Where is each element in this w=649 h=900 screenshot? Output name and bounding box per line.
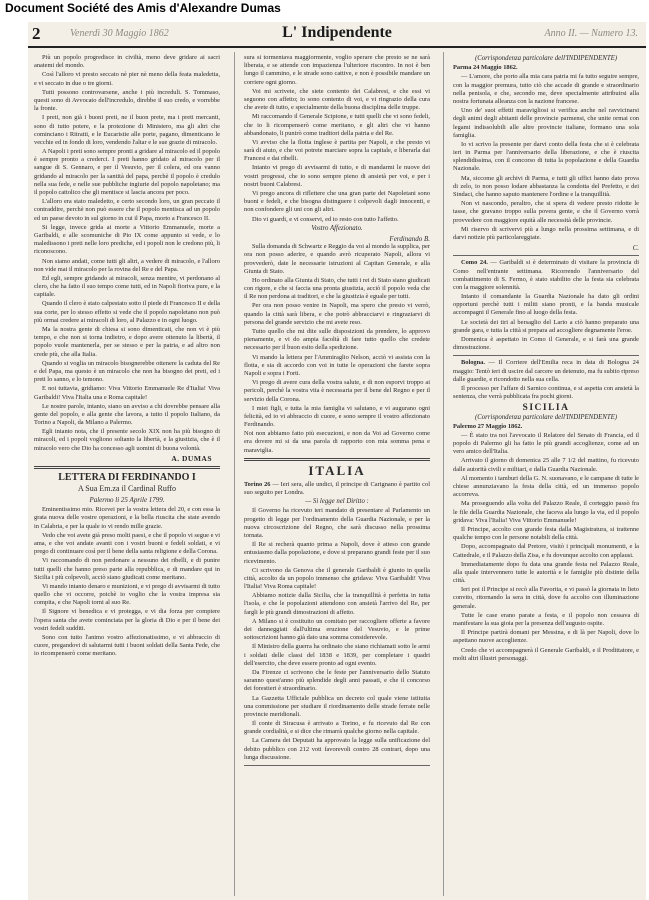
- divider: [244, 765, 430, 766]
- paragraph: Da Firenze ci scrivono che le feste per l'anniversario dello Statuto saranno quest'anno più splendide degli anni passati, e che il concorso dei forestieri è straordinario.: [244, 668, 430, 693]
- paragraph: Ieri poi il Principe si recò alla Favorita, e vi passò la giornata in lieto convito, ritornando la sera in città, dove fu accolto con illuminazione generale.: [453, 586, 639, 610]
- paragraph: Vi avviso che la flotta inglese è partita per Napoli, e che presto vi sarà di aiuto, e che voi potrete marciare sopra la capitale, e liberarla dai Francesi e dai ribelli.: [244, 138, 430, 163]
- paragraph: Per ora non posso venire in Napoli, ma spero che presto vi verrò, quando la città sarà libera, e che potrò abbracciarvi e ringraziarvi di persona del grande servizio che mi avete reso.: [244, 302, 430, 326]
- masthead: [28, 22, 646, 48]
- paragraph: Le nostre parole, intanto, siano un avviso a chi dovrebbe pensare alla gente del popolo, e alla gente che lavora, a tutto il popolo Italiano, da Torino a Napoli, da Milano a Palermo.: [34, 402, 220, 427]
- paragraph: Tutti possono controvarsene, anche i più increduli. S. Tommaso, questi sono di Avvocato dell'incredulo, direbbe il suo credo, e vorrebbe la fronte.: [34, 88, 220, 113]
- paragraph: Uno de' suoi effetti maravigliosi si verifica anche nel ravvicinarsi degli animi degli abitanti delle provincie parmensi, che unite ormai con legami indissolubili alle altre provincie italiane, formano una sola famiglia.: [453, 107, 639, 139]
- signature: C.: [632, 244, 639, 253]
- paragraph: La Gazzetta Ufficiale pubblica un decreto col quale viene istituita una commissione per studiare il riordinamento delle strade ferrate nelle provincie meridionali.: [244, 694, 430, 718]
- italia-news-section: [244, 430, 430, 766]
- paragraph: — L'amore, che porto alla mia cara patria mi fa tutto seguire sempre, con la maggior premura, tutto ciò che accade di grande e straordinario nella penisola, e che, secondo me, deve specialmente attribuirsi alla nostra fortunata alleanza con la nazione francese.: [453, 73, 639, 105]
- postscript: [244, 243, 430, 429]
- paragraph: Immediatamente dopo fu data una grande festa nel Palazzo Reale, alla quale intervennero tutte le autorità e le famiglie più distinte della città.: [453, 560, 639, 585]
- paragraph: I miei figli, e tutta la mia famiglia vi salutano, e vi augurano ogni felicità, ed io vi abbraccio di cuore, e sono sempre il vostro affezionato Ferdinando.: [244, 404, 430, 429]
- letter-closing: Vostro Affezionato.: [311, 224, 363, 232]
- section-title-italia: ITALIA: [308, 462, 366, 478]
- dateline: Como 24.: [461, 259, 488, 267]
- paragraph: A Napoli i preti sono sempre pronti a gridare al miracolo ed il popolo è sempre pronto a crederci. I preti hanno gridato al miracolo per il sangue di S. Gennaro, e per il Vesuvio, per il colera, ed ora vanno gridando al miracolo per la santità del papa, perchè il popolo è credulo nella sua fede, e nelle sue pubbliche ingiurie del popolo napoletano; ma il popolo cattolico che gli mentisce si lascia ancora per poco.: [34, 148, 220, 196]
- paragraph: Egli intanto nota, che il presente secolo XIX non ha più bisogno di miracoli, ed i popoli vogliono soltanto la libertà, e la giustizia, che è il miracolo vero che Dio ha concesso agli uomini di buona volontà.: [34, 428, 220, 452]
- paragraph: Ho ordinato alla Giunta di Stato, che tutti i rei di Stato siano giudicati con rigore, e che si faccia una pronta giustizia, acciò il popolo veda che il Re non perdona ai traditori, e che la giustizia è eguale per tutti.: [244, 276, 430, 301]
- paragraph: Ci scrivono da Genova che il generale Garibaldi è giunto in quella città, accolto da un popolo immenso che gridava: Viva Garibaldi! Viva l'Italia! Viva Roma capitale!: [244, 566, 430, 591]
- paragraph: Dio vi guardi, e vi conservi, ed io resto con tutto l'affetto.: [252, 215, 399, 223]
- running-date: Venerdì 30 Maggio 1862: [70, 28, 169, 39]
- paragraph: Vi mando intanto denaro e munizioni, e vi prego di avvisarmi di tutto quello che vi occorre, poichè io voglio che la vostra impresa sia compita, e che Napoli torni al suo Re.: [34, 582, 220, 607]
- paragraph: Vi raccomando di non perdonare a nessuno dei ribelli, e di punire tutti quelli che hanno preso parte alla repubblica, e di mandare qui in Sicilia i più colpevoli, acciò siano giudicati come meritano.: [34, 557, 220, 581]
- paragraph: Intanto il comandante la Guardia Nazionale ha dato gli ordini opportuni perchè tutti i militi siano pronti, e la banda musicale accompagni il Generale fino al luogo della festa.: [453, 293, 639, 317]
- paragraph: Il processo per l'affare di Sarnico continua, e si aspetta con ansietà la sentenza, che verrà pubblicata fra pochi giorni.: [453, 384, 639, 401]
- column-rule: [234, 52, 235, 896]
- section-divider: [34, 466, 220, 469]
- paragraph: Noi non abbiamo fatto più esecuzioni, e non da Voi ad Governo come era dovere mi si da una parola di rapporto con mia somma pena e maraviglia.: [244, 430, 430, 454]
- right-column: [453, 54, 639, 896]
- paragraph: Ed egli, sempre gridando ai miracoli, senza mentire, vi perdonano al clero, che ha fatto il suo tempo come tutti, ed in Napoli fioriva pure, e la capitale.: [34, 274, 220, 299]
- newspaper-title: L' Indipendente: [282, 24, 392, 41]
- paragraph: E noi tuttavia, gridiamo: Viva Vittorio Emmanuele Re d'Italia! Viva Garibaldi! Viva l'Italia una e Roma capitale!: [34, 385, 220, 401]
- letter-title: LETTERA DI FERDINANDO I: [58, 472, 196, 483]
- paragraph: Il Ministro della guerra ha ordinato che siano richiamati sotto le armi i soldati delle classi del 1838 e 1839, per completare i quadri dell'esercito, che deve essere pronto ad ogni evento.: [244, 643, 430, 667]
- paragraph: Il Re si recherà quanto prima a Napoli, dove è atteso con grande entusiasmo dalla popolazione, e dove si preparano grandi feste per il suo ricevimento.: [244, 541, 430, 565]
- dispatch-lead: [244, 481, 430, 497]
- paragraph: Ma, siccome gli archivi di Parma, e tutti gli uffici hanno dato prova di zelo, io non posso lodare abbastanza la condotta del Prefetto, e dei Sindaci, che hanno saputo mantenere l'ordine e la tranquillità.: [453, 174, 639, 198]
- paragraph: Il Principe partirà domani per Messina, e di là per Napoli, dove lo aspettano nuove accoglienze.: [453, 629, 639, 645]
- column-rule: [443, 52, 444, 896]
- dispatch-heading: — Si legge nel Diritto :: [305, 498, 369, 506]
- middle-column: [244, 54, 430, 896]
- paragraph: Mi raccomando il Generale Scipione, e tutti quelli che vi sono fedeli, che io li ricompenserò come meritano, e gli altri che vi hanno abbandonato, li punirò come traditori della patria e del Re.: [244, 113, 430, 137]
- paragraph: Dopo, accompagnato dal Pretore, visitò i principali monumenti, e la Cattedrale, e il Palazzo della Zisa, e fu dovunque accolto con applausi.: [453, 543, 639, 559]
- dateline: Torino 26: [244, 480, 271, 488]
- paragraph: Si legge, invece grida ai morte a Vittorio Emmanuele, morte a Garibaldi, e alle scomuniche di Pio IX come appunto si vede, e lo maledissono i preti nelle loro prediche, ed i popoli non le credono più, li riconoscono.: [34, 223, 220, 256]
- paragraph: Sulla domanda di Schwartz e Reggio da voi al mondo la supplica, per ora non posso aderire, e quando avrò ricuperato Napoli, allora vi provvederò, date le necessarie istruzioni al Capitan Generale, e alla Giunta di Stato.: [244, 243, 430, 275]
- paragraph: La Camera dei Deputati ha approvato la legge sulla unificazione del debito pubblico con 212 voti favorevoli contro 28 contrari, dopo una lunga discussione.: [244, 737, 430, 761]
- paragraph: Ma proseguendo alla volta del Palazzo Reale, il corteggio passò fra le file della Guardia Nazionale, che faceva ala lungo la via, ed il popolo gridava: Viva l'Italia! Viva Vittorio Emmanuele!: [453, 500, 639, 524]
- letter-dateline: Palermo li 25 Aprile 1799.: [89, 496, 165, 504]
- letter-body: [34, 506, 220, 658]
- document-banner: Document Société des Amis d'Alexandre Dumas: [0, 0, 649, 17]
- paragraph: sura si tormentava maggiormente, voglio sperare che presto se ne sarà liberata, e se attende con impazienza l'ulteriore riscontro. In noi è ben lungo il cammino, e le strade sono cattive, e non è possibile mandare un corriere ogni giorno.: [244, 54, 430, 86]
- paragraph: I preti, non già i buoni preti, ne il buon prete, ma i preti mercanti, sono di tutto potere, e la protezione di Ministero, ma gli altri che cominciano i Ritratti, e le Eucaristie alle porte, pagano, dimenticano le vecchie ed in fondo di loro, vendendo l'altar e le sue grazie di miracolo.: [34, 114, 220, 146]
- paragraph: L'alloro era stato maledetto, e certo secondo loro, un gran peccato il contraddire, perchè non può essere che il popolo mentisca ad un popolo ed un paese devoto in sul giorno in cui il Papa, morto a Francesco II.: [34, 198, 220, 222]
- paragraph: Quando il clero è stato calpestato sotto il piede di Francesco II e della sua corte, per lo stesso effetto si vede che il popolo napoletano non può più ormai credere ai miracoli di loro, al Palazzo e in ogni luogo.: [34, 300, 220, 324]
- paragraph: Quando si voglia un miracolo bisognerebbe ottenere la caduta del Re e del Papa, ma questo è un miracolo che non ha bisogno dei preti, ed i preti lo sanno, e lo temono.: [34, 359, 220, 384]
- paragraph: Il Principe, accolto con grande festa dalla Magistratura, si trattenne qualche tempo con le persone notabili della città.: [453, 525, 639, 542]
- page-number: 2: [32, 24, 41, 43]
- paragraph: Sono con tutto l'animo vostro affezionatissimo, e vi abbraccio di cuore, pregandovi di salutarmi tutti i buoni soldati della Santa Fede, che io ricompenserò come meritano.: [34, 634, 220, 658]
- paragraph: Le società dei tiri al bersaglio del Lario a ciò hanno preparato una grande gara, e tutta la città si prepara ad accogliere degnamente l'eroe.: [453, 318, 639, 334]
- paragraph: — Il Corriere dell'Emilia reca in data di Bologna 24 maggio: Tentò ieri di uscire dal carcere un detenuto, ma fu subito ripreso dalle guardie, e ricondotto nella sua cella.: [453, 359, 639, 383]
- divider: [453, 355, 639, 356]
- paragraph: Vi prego di avere cura della vostra salute, e di non esporvi troppo ai pericoli, perchè la vostra vita è necessaria per il bene del Regno e per il servizio della Corona.: [244, 379, 430, 403]
- dateline: Parma 24 Maggio 1862.: [453, 64, 518, 72]
- section-title-sicilia: SICILIA: [522, 403, 570, 414]
- letter-subtitle: A Sua Em.za il Cardinal Ruffo: [77, 484, 177, 493]
- paragraph: Il conte di Siracusa è arrivato a Torino, e fu ricevuto dal Re con grande cordialità, e si dice che rimarrà qualche giorno nella capitale.: [244, 720, 430, 736]
- correspondence-header: (Corrispondenza particolare dell'INDIPENDENTE): [474, 55, 618, 62]
- paragraph: Così l'alloro vi presto seccato nè pier nè meno della feata maledetta, e vi seccato in due o tre giorni.: [34, 71, 220, 87]
- newspaper-page: [28, 22, 646, 900]
- paragraph: Il Governo ha ricevuto ieri mandato di presentare al Parlamento un progetto di legge per l'ordinamento della Guardia Nazionale, e per la nuova circoscrizione del Regno, che sarà discusso nella prossima tornata.: [244, 507, 430, 539]
- dateline: Palermo 27 Maggio 1862.: [453, 422, 523, 430]
- paragraph: Arrivato il giorno di domenica 25 alle 7 1/2 del mattino, fu ricevuto dalle autorità civili e militari, e dalla Guardia Nazionale.: [453, 457, 639, 473]
- paragraph: Vi mando la lettera per l'Ammiraglio Nelson, acciò vi assista con la flotta, e sia di accordo con voi in tutte le operazioni che farete sopra Napoli e sopra i Forti.: [244, 353, 430, 377]
- paragraph: Credo che vi accompagnerà il Generale Garibaldi, e il Prodittatore, e molti altri illustri personaggi.: [453, 646, 639, 662]
- paragraph: Intanto vi prego di avvisarmi di tutto, e di mandarmi le nuove dei vostri progressi, che io sono sempre pieno di ansietà per voi, e per i nostri buoni Calabresi.: [244, 164, 430, 188]
- paragraph: Mi riservo di scrivervi più a lungo nella prossima settimana, e di darvi notizie più particolareggiate.: [453, 225, 639, 241]
- paragraph: Eminentissimo mio. Ricevei per la vostra lettera del 20, e con essa la grata nuova delle vostre operazioni, e la bella riuscita che state avendo in Calabria, e per la quale io vi rendo mille grazie.: [34, 506, 220, 530]
- paragraph: Il Signore vi benedica e vi protegga, e vi dia forza per compiere l'opera santa che avete cominciata per la gloria di Dio e per il bene dei vostri fedeli sudditi.: [34, 608, 220, 632]
- paragraph: Vedo che voi avete già preso molti paesi, e che il popolo vi segue e vi ama, e che voi andate avanti con i vostri buoni e fedeli soldati, e vi prego di continuare così per il bene della santa religione e della Corona.: [34, 531, 220, 556]
- paragraph: Al momento i tamburi della G. N. suonavano, e le campane di tutte le chiese annunziavano la festa della città, ed un immenso popolo accorreva.: [453, 474, 639, 499]
- paragraph: — È stato tra noi l'avvocato il Relatore del Senato di Francia, ed il popolo di Palermo gli ha fatto le più grandi accoglienze, come ad un vero amico dell'Italia.: [453, 431, 639, 456]
- correspondence-header: (Corrispondenza particolare dell'INDIPENDENTE): [474, 413, 618, 421]
- paragraph: Più un popolo progredisce in civiltà, meno deve gridare ai sacri anatemi del mondo.: [34, 54, 220, 70]
- letter-continuation: [244, 54, 430, 224]
- paragraph: Ma la nostra gente di chiesa si sono dimenticati, che non vi è più tempo, e che non si torna indietro, e dopo avere ottenuto la libertà, il popolo vuole mantenerla, per se stesso e per la patria, e ad altro non crede più, che alla Italia.: [34, 326, 220, 358]
- paragraph: Non vi nascondo, peraltro, che si spera di vedere presto ridotte le tasse, che gravano troppo sulla povera gente, e che il Governo vorrà provvedere con maggiore equità alle necessità delle provincie.: [453, 200, 639, 224]
- dateline: Bologna.: [461, 359, 485, 367]
- left-column: [34, 54, 220, 896]
- paragraph: Vi prego ancora di riflettere che una gran parte dei Napoletani sono buoni e fedeli, e che bisogna distinguere i colpevoli dagli innocenti, e non confondere gli uni con gli altri.: [244, 190, 430, 214]
- paragraph: — Ieri sera, alle undici, il principe di Carignano è partito col suo seguito per Londra.: [244, 480, 430, 496]
- paragraph: Io vi scrivo la presente per darvi conto della festa che si è celebrata ieri in Parma per l'anniversario della liberazione, e che è riuscita splendidissima, con il concorso di tutta la popolazione e della Guardia Nazionale.: [453, 140, 639, 173]
- divider: [453, 255, 639, 256]
- paragraph: Tutte le case erano parate a festa, e il popolo non cessava di manifestare la sua gioia per la presenza dell'augusto ospite.: [453, 611, 639, 627]
- paragraph: Voi mi scrivete, che siete contento dei Calabresi, e che essi vi seguono con affetto; io sono contento di voi, e vi ringrazio della cura che avete di tutto, e specialmente della buona disciplina delle truppe.: [244, 87, 430, 112]
- article-body: [34, 54, 220, 453]
- section-divider: [244, 458, 430, 461]
- letter-signature: Ferdinando B.: [389, 234, 430, 243]
- paragraph: Abbiamo notizie dalla Sicilia, che la tranquillità è perfetta in tutta l'isola, e che le popolazioni attendono con ansietà l'arrivo del Re, per fargli le più grandi dimostrazioni di affetto.: [244, 592, 430, 616]
- paragraph: Domenica è aspettato in Como il Generale, e si farà una grande dimostrazione.: [453, 336, 639, 352]
- signature: A. DUMAS: [171, 453, 212, 463]
- paragraph: Non siamo andati, come tutti gli altri, a vedere di miracolo, e l'alloro non vide mai il miracolo per la rovina del Re e del Papa.: [34, 257, 220, 273]
- paragraph: A Milano si è costituito un comitato per raccogliere offerte a favore dei danneggiati dall'ultima eruzione del Vesuvio, e le prime sottoscrizioni hanno già dato una somma considerevole.: [244, 617, 430, 642]
- paragraph: — Garibaldi si è determinato di visitare la provincia di Como nell'entrante settimana. Ricorrendo l'anniversario del combattimento di S. Fermo, è stato stabilito che la festa sia celebrata con la maggiore solennità.: [453, 259, 639, 291]
- running-issue: Anno II. — Numero 13.: [544, 28, 638, 39]
- paragraph: Tutto quello che mi dite sulle disposizioni da prendere, lo approvo pienamente, e vi do ampia facoltà di fare tutto quello che credete necessario per il buon esito della spedizione.: [244, 328, 430, 352]
